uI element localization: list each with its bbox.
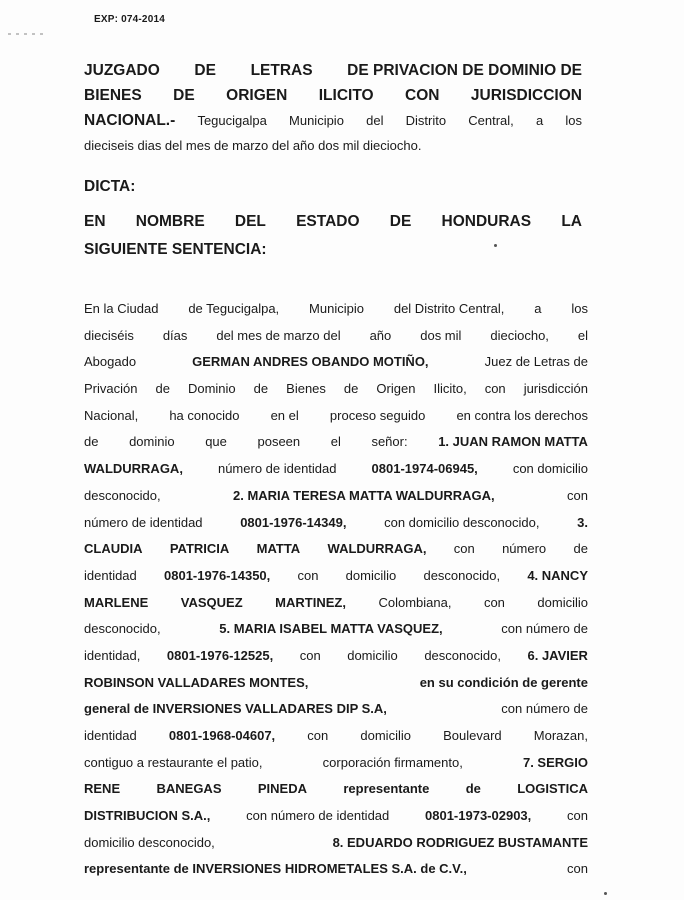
text-segment: de	[155, 381, 170, 397]
word: BIENES	[84, 87, 142, 104]
text-segment: corporación firmamento,	[322, 754, 463, 770]
bold-text: RENE	[84, 781, 121, 797]
text-segment: de	[253, 381, 269, 397]
word: del	[366, 113, 384, 128]
text-segment: en contra los derechos	[456, 407, 588, 423]
text-segment: desconocido,	[423, 567, 501, 583]
word: LA	[561, 213, 582, 230]
text-segment: con	[567, 808, 588, 824]
body-line	[84, 723, 588, 750]
word: CON	[405, 87, 440, 104]
text-segment: en el	[270, 407, 299, 423]
word: ILICITO	[318, 87, 374, 104]
bold-text: 0801-1976-14350,	[164, 567, 271, 583]
body-line	[84, 670, 588, 697]
word: JUZGADO	[84, 62, 160, 79]
body-line	[84, 483, 588, 510]
text-segment: domicilio	[360, 728, 411, 743]
bold-text: en su condición de gerente	[419, 674, 588, 690]
bold-text: 4. NANCY	[527, 567, 588, 583]
bold-text: representante	[343, 781, 430, 797]
word: ORIGEN	[226, 87, 288, 104]
bold-text: 1. JUAN RAMON MATTA	[438, 434, 588, 450]
bold-text: MARLENE	[84, 594, 149, 610]
sentence-heading-line-2: SIGUIENTE SENTENCIA:	[84, 241, 267, 258]
sentence-heading	[84, 208, 582, 264]
text-segment: que	[205, 434, 227, 450]
text-segment: los	[571, 301, 588, 316]
text-segment: Nacional,	[84, 407, 139, 423]
body-line	[84, 643, 588, 670]
body-line	[84, 803, 588, 830]
text-segment: domicilio	[537, 594, 588, 610]
bold-text: PINEDA	[257, 781, 307, 797]
text-segment: con	[299, 647, 321, 663]
text-segment: Bienes	[286, 381, 326, 397]
word: los	[565, 113, 582, 128]
text-segment: de	[573, 541, 588, 557]
word: a	[535, 113, 544, 128]
body-line	[84, 403, 588, 430]
dicta-heading: DICTA:	[84, 178, 136, 195]
body-line	[84, 616, 588, 643]
body-line	[84, 510, 588, 537]
bold-text: MATTA	[256, 541, 301, 557]
bold-text: 8. EDUARDO RODRIGUEZ BUSTAMANTE	[332, 834, 588, 850]
bold-text: PATRICIA	[169, 541, 230, 557]
text-segment: con número de	[501, 701, 588, 717]
text-segment: Juez de Letras de	[484, 354, 588, 370]
text-segment: año	[369, 327, 392, 343]
scan-artifact	[8, 22, 60, 30]
body-line	[84, 323, 588, 350]
word: DEL	[234, 213, 266, 230]
text-segment: Abogado	[84, 354, 137, 370]
body-line	[84, 563, 588, 590]
bold-text: GERMAN ANDRES OBANDO MOTIÑO,	[192, 354, 429, 370]
word: DE	[173, 87, 195, 104]
body-line	[84, 696, 588, 723]
text-segment: con	[567, 487, 588, 503]
text-segment: días	[162, 327, 188, 343]
bold-text: de	[465, 781, 481, 797]
word: DE	[194, 62, 216, 79]
text-segment: de Tegucigalpa,	[188, 301, 280, 316]
text-segment: Municipio	[309, 301, 364, 316]
text-segment: con	[567, 861, 588, 877]
text-segment: poseen	[257, 434, 301, 450]
body-line	[84, 776, 588, 803]
word: DE	[389, 213, 412, 230]
text-segment: Boulevard	[443, 728, 502, 743]
body-line	[84, 376, 588, 403]
text-segment: domicilio	[345, 567, 397, 583]
text-segment: el	[330, 434, 341, 450]
text-segment: identidad	[84, 728, 137, 743]
text-segment: con	[483, 594, 505, 610]
body-line	[84, 536, 588, 563]
bold-text: CLAUDIA	[84, 541, 143, 557]
bold-text: 2. MARIA TERESA MATTA WALDURRAGA,	[232, 487, 495, 503]
text-segment: Origen	[376, 381, 416, 397]
bold-text: VASQUEZ	[180, 594, 243, 610]
word: Municipio	[289, 113, 344, 128]
sentence-body	[84, 296, 588, 883]
text-segment: identidad	[84, 567, 137, 583]
text-segment: Ilicito,	[433, 381, 467, 397]
bold-text: 7. SERGIO	[522, 754, 588, 770]
body-line	[84, 590, 588, 617]
text-segment: desconocido,	[424, 647, 501, 663]
word: LETRAS	[250, 62, 313, 79]
bold-text: 6. JAVIER	[527, 647, 588, 663]
text-segment: con número de identidad	[246, 808, 390, 824]
text-segment: con domicilio	[512, 461, 588, 477]
body-line	[84, 349, 588, 376]
bold-text: representante de INVERSIONES HIDROMETALES S.A. de C.V.,	[84, 861, 467, 877]
bold-text: 0801-1974-06945,	[371, 461, 478, 477]
word: HONDURAS	[441, 213, 532, 230]
word: EN	[84, 213, 106, 230]
text-segment: desconocido,	[84, 621, 161, 637]
text-segment: número de identidad	[217, 461, 337, 477]
text-segment: identidad,	[84, 647, 141, 663]
text-segment: del Distrito Central,	[393, 301, 505, 316]
text-segment: Morazan,	[533, 728, 588, 743]
bold-text: MARTINEZ,	[275, 594, 346, 610]
text-segment: con	[297, 567, 319, 583]
bold-text: 5. MARIA ISABEL MATTA VASQUEZ,	[219, 621, 443, 637]
text-segment: con	[307, 728, 329, 743]
text-segment: dieciséis	[84, 327, 134, 343]
header-line-4: dieciseis dias del mes de marzo del año dos mil dieciocho.	[84, 138, 422, 153]
text-segment: dos mil	[420, 327, 462, 343]
body-line	[84, 296, 588, 323]
text-segment: señor:	[371, 434, 408, 450]
text-segment: a	[534, 301, 542, 316]
text-segment: contiguo a restaurante el patio,	[84, 754, 263, 770]
bold-text: WALDURRAGA,	[327, 541, 427, 557]
bold-text: WALDURRAGA,	[84, 461, 183, 477]
bold-text: DISTRIBUCION S.A.,	[84, 808, 211, 824]
text-segment: con	[484, 381, 506, 397]
text-segment: dieciocho,	[490, 327, 549, 343]
text-segment: En la Ciudad	[84, 301, 159, 316]
scan-speck	[604, 892, 607, 895]
sentence-heading-line-1	[84, 208, 582, 236]
text-segment: proceso seguido	[329, 407, 426, 423]
body-line	[84, 750, 588, 777]
text-segment: ha conocido	[169, 407, 240, 423]
body-line	[84, 830, 588, 857]
word: JURISDICCION	[470, 87, 582, 104]
word: NOMBRE	[135, 213, 205, 230]
header-line-3	[84, 108, 582, 133]
text-segment: del mes de marzo del	[216, 327, 341, 343]
word: Central,	[468, 113, 514, 128]
word: Tegucigalpa	[197, 113, 267, 128]
expediente-number: EXP: 074-2014	[94, 14, 165, 25]
bold-text: general de INVERSIONES VALLADARES DIP S.A,	[84, 701, 387, 717]
text-segment: de	[343, 381, 359, 397]
text-segment: domicilio	[347, 647, 398, 663]
word: ESTADO	[296, 213, 360, 230]
header-line-2	[84, 83, 582, 108]
text-segment: Colombiana,	[378, 594, 452, 610]
text-segment: de	[84, 434, 99, 450]
bold-text: 0801-1973-02903,	[425, 808, 532, 824]
text-segment: el	[577, 327, 588, 343]
body-line	[84, 856, 588, 883]
text-segment: con	[453, 541, 475, 557]
word: DE PRIVACION DE DOMINIO DE	[347, 62, 582, 79]
text-segment: número	[502, 541, 547, 557]
text-segment: Dominio	[187, 381, 236, 397]
text-segment: desconocido,	[84, 487, 161, 503]
bold-text: ROBINSON VALLADARES MONTES,	[84, 674, 309, 690]
bold-text: LOGISTICA	[517, 781, 588, 797]
bold-text: 0801-1968-04607,	[168, 728, 276, 743]
word: Distrito	[405, 113, 447, 128]
text-segment: con número de	[501, 621, 588, 637]
bold-text: 3.	[577, 514, 588, 530]
header-nacional: NACIONAL.-	[84, 112, 176, 129]
bold-text: 0801-1976-14349,	[240, 514, 347, 530]
header-line-1	[84, 58, 582, 83]
text-segment: número de identidad	[84, 514, 203, 530]
text-segment: con domicilio desconocido,	[384, 514, 540, 530]
court-header	[84, 58, 582, 158]
body-line	[84, 456, 588, 483]
text-segment: dominio	[129, 434, 175, 450]
text-segment: Privación	[84, 381, 138, 397]
text-segment: domicilio desconocido,	[84, 834, 215, 850]
bold-text: 0801-1976-12525,	[166, 647, 274, 663]
bold-text: BANEGAS	[156, 781, 222, 797]
text-segment: jurisdicción	[523, 381, 588, 397]
body-line	[84, 429, 588, 456]
